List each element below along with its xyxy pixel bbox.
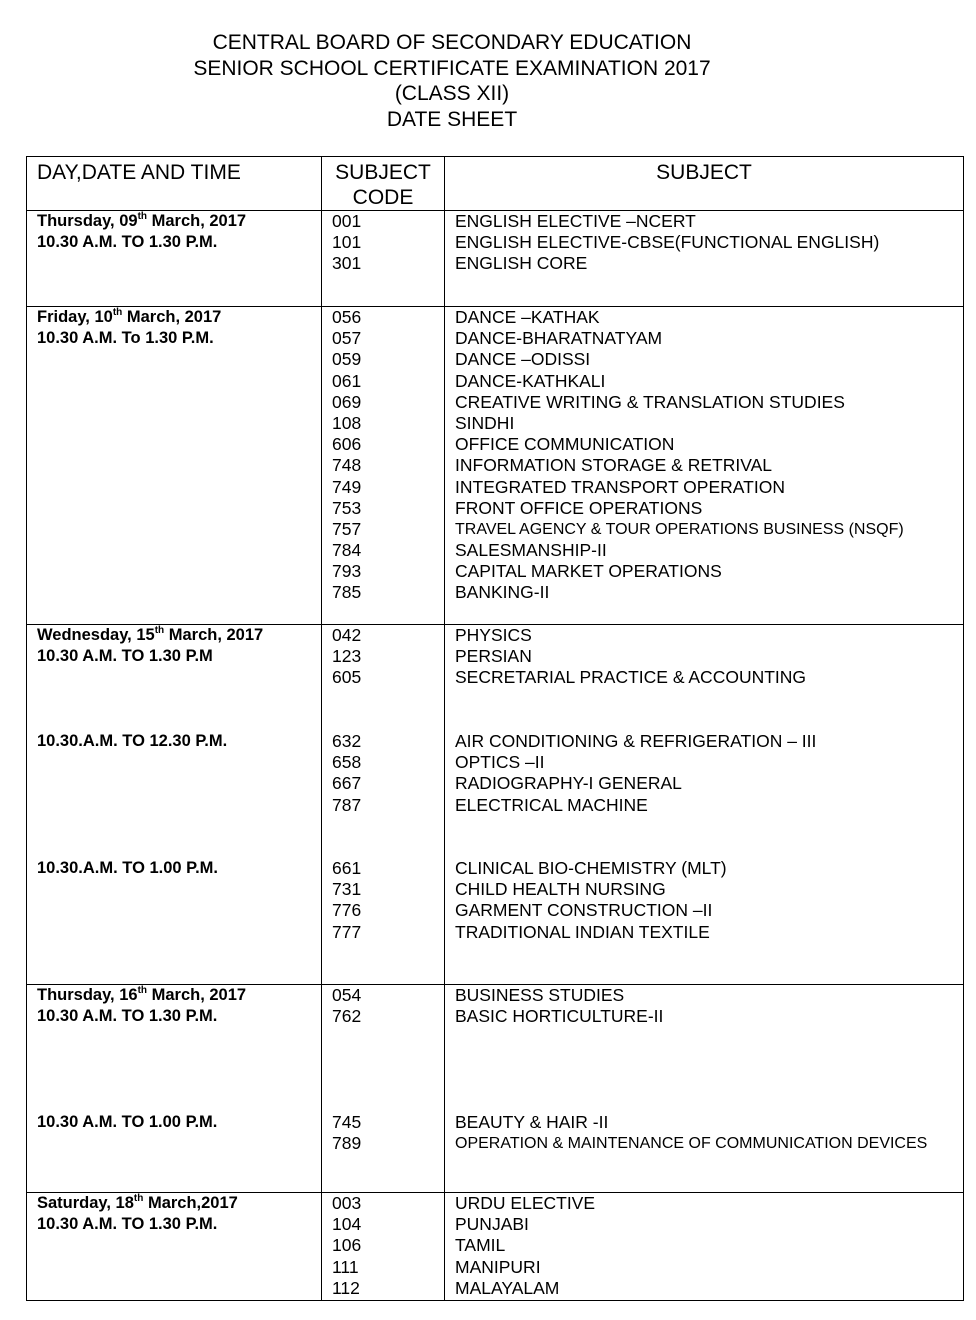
date-time-cell xyxy=(27,307,322,625)
subject-name: CLINICAL BIO-CHEMISTRY (MLT) xyxy=(455,858,727,879)
spacer xyxy=(37,1133,321,1154)
subject-name: OPTICS –II xyxy=(455,752,545,773)
exam-day-row xyxy=(27,211,964,307)
document-title: DATE SHEET xyxy=(386,107,518,131)
exam-date-text: Thursday, 09 xyxy=(37,212,138,230)
spacer xyxy=(332,1049,444,1070)
subject-name: SECRETARIAL PRACTICE & ACCOUNTING xyxy=(455,667,807,688)
spacer xyxy=(455,837,963,858)
spacer xyxy=(37,710,321,731)
spacer xyxy=(37,1049,321,1070)
subject-name: PUNJABI xyxy=(455,1214,529,1235)
subject-code: 104 xyxy=(332,1214,362,1235)
exam-time: 10.30 A.M. TO 1.30 P.M. xyxy=(37,1215,218,1234)
subject-code: 745 xyxy=(332,1112,362,1133)
spacer xyxy=(455,1049,963,1070)
subject-name-cell xyxy=(445,985,964,1193)
table-body xyxy=(27,211,964,1301)
subject-code: 762 xyxy=(332,1006,362,1027)
spacer xyxy=(332,1070,444,1091)
exam-time: 10.30.A.M. TO 12.30 P.M. xyxy=(37,731,228,750)
exam-date-suffix: th xyxy=(137,985,148,996)
subject-name: BASIC HORTICULTURE-II xyxy=(455,1006,664,1027)
spacer xyxy=(37,816,321,837)
spacer xyxy=(37,773,321,794)
subject-code: 731 xyxy=(332,879,362,900)
exam-date-text: Saturday, 18 xyxy=(37,1194,134,1212)
exam-time: 10.30 A.M. TO 1.30 P.M. xyxy=(37,1007,218,1026)
subject-code: 787 xyxy=(332,794,362,815)
subject-name: TRADITIONAL INDIAN TEXTILE xyxy=(455,921,710,942)
spacer xyxy=(332,1027,444,1048)
subject-code: 753 xyxy=(332,497,362,518)
exam-time: 10.30 A.M. TO 1.30 P.M. xyxy=(37,233,218,252)
exam-date-month: March, 2017 xyxy=(164,626,264,644)
spacer xyxy=(37,349,321,370)
spacer xyxy=(37,879,321,900)
spacer xyxy=(332,689,444,710)
subject-code: 003 xyxy=(332,1193,362,1213)
subject-name: BEAUTY & HAIR -II xyxy=(455,1112,609,1133)
exam-day-row xyxy=(27,1193,964,1301)
exam-time: 10.30 A.M. TO 1.00 P.M. xyxy=(37,1113,218,1132)
subject-name: MALAYALAM xyxy=(455,1277,560,1298)
subject-name: DANCE –ODISSI xyxy=(455,349,591,370)
column-header-subject: SUBJECT xyxy=(445,157,964,211)
spacer xyxy=(37,1235,321,1256)
subject-name: BUSINESS STUDIES xyxy=(455,985,625,1005)
subject-name: TRAVEL AGENCY & TOUR OPERATIONS BUSINESS (NSQF) xyxy=(455,520,904,538)
spacer xyxy=(332,837,444,858)
subject-name: ENGLISH ELECTIVE-CBSE(FUNCTIONAL ENGLISH) xyxy=(455,232,880,253)
subject-code: 101 xyxy=(332,232,362,253)
subject-code: 059 xyxy=(332,349,362,370)
subject-name-cell xyxy=(445,625,964,985)
date-sheet-table xyxy=(26,156,964,1301)
subject-code: 749 xyxy=(332,476,362,497)
exam-day-row xyxy=(27,307,964,625)
subject-name: DANCE-KATHKALI xyxy=(455,370,606,391)
exam-date-text: Wednesday, 15 xyxy=(37,626,155,644)
subject-code: 108 xyxy=(332,412,362,433)
subject-code: 301 xyxy=(332,253,362,274)
subject-name: INFORMATION STORAGE & RETRIVAL xyxy=(455,455,772,476)
exam-date-suffix: th xyxy=(154,625,165,636)
subject-code: 061 xyxy=(332,370,362,391)
subject-code-cell xyxy=(322,211,445,307)
exam-date xyxy=(37,307,321,328)
subject-code: 777 xyxy=(332,921,362,942)
subject-name: GARMENT CONSTRUCTION –II xyxy=(455,900,713,921)
exam-date-month: March, 2017 xyxy=(122,308,222,326)
subject-name-cell xyxy=(445,307,964,625)
subject-name-cell xyxy=(445,211,964,307)
subject-name: URDU ELECTIVE xyxy=(455,1193,596,1213)
spacer xyxy=(332,1091,444,1112)
subject-name: MANIPURI xyxy=(455,1256,541,1277)
subject-code-cell xyxy=(322,307,445,625)
subject-name: ENGLISH ELECTIVE –NCERT xyxy=(455,211,696,231)
spacer xyxy=(37,498,321,519)
subject-name: SALESMANSHIP-II xyxy=(455,540,607,561)
spacer xyxy=(37,837,321,858)
exam-time: 10.30.A.M. TO 1.00 P.M. xyxy=(37,859,218,878)
exam-time: 10.30 A.M. To 1.30 P.M. xyxy=(37,329,214,348)
exam-date-month: March, 2017 xyxy=(147,212,247,230)
spacer xyxy=(332,710,444,731)
subject-code-cell xyxy=(322,1193,445,1301)
subject-code: 042 xyxy=(332,625,362,645)
subject-code: 785 xyxy=(332,582,362,603)
exam-date-suffix: th xyxy=(137,211,148,222)
subject-code: 001 xyxy=(332,211,362,231)
class-label: (CLASS XII) xyxy=(394,82,510,105)
subject-name: OFFICE COMMUNICATION xyxy=(455,434,675,455)
column-header-date: DAY,DATE AND TIME xyxy=(27,157,322,211)
column-header-code-line2: CODE xyxy=(352,186,414,209)
subject-code: 667 xyxy=(332,773,362,794)
exam-date xyxy=(37,211,321,232)
date-time-cell xyxy=(27,625,322,985)
subject-code: 748 xyxy=(332,455,362,476)
spacer xyxy=(37,413,321,434)
spacer xyxy=(37,1278,321,1299)
subject-name: ELECTRICAL MACHINE xyxy=(455,794,648,815)
spacer xyxy=(455,689,963,710)
spacer xyxy=(455,1027,963,1048)
subject-code: 658 xyxy=(332,752,362,773)
subject-name: FRONT OFFICE OPERATIONS xyxy=(455,497,703,518)
subject-code: 789 xyxy=(332,1133,362,1154)
subject-name-cell xyxy=(445,1193,964,1301)
subject-code: 776 xyxy=(332,900,362,921)
spacer xyxy=(455,710,963,731)
subject-name: INTEGRATED TRANSPORT OPERATION xyxy=(455,476,785,497)
subject-code-cell xyxy=(322,985,445,1193)
exam-time: 10.30 A.M. TO 1.30 P.M xyxy=(37,647,213,666)
date-time-cell xyxy=(27,1193,322,1301)
subject-name: BANKING-II xyxy=(455,582,550,603)
subject-name: SINDHI xyxy=(455,412,515,433)
document-header xyxy=(0,30,904,132)
column-header-code-line1: SUBJECT xyxy=(335,161,431,184)
date-time-cell xyxy=(27,985,322,1193)
subject-code: 793 xyxy=(332,561,362,582)
spacer xyxy=(37,477,321,498)
spacer xyxy=(37,1027,321,1048)
exam-name: SENIOR SCHOOL CERTIFICATE EXAMINATION 2017 xyxy=(193,56,711,80)
exam-date-suffix: th xyxy=(133,1193,144,1204)
spacer xyxy=(37,1257,321,1278)
spacer xyxy=(37,434,321,455)
board-name: CENTRAL BOARD OF SECONDARY EDUCATION xyxy=(212,31,692,54)
spacer xyxy=(37,667,321,688)
spacer xyxy=(37,1070,321,1091)
subject-code: 784 xyxy=(332,540,362,561)
spacer xyxy=(37,371,321,392)
subject-name: CHILD HEALTH NURSING xyxy=(455,879,666,900)
subject-name: CREATIVE WRITING & TRANSLATION STUDIES xyxy=(455,391,845,412)
spacer xyxy=(455,1070,963,1091)
spacer xyxy=(37,392,321,413)
spacer xyxy=(455,1091,963,1112)
spacer xyxy=(37,455,321,476)
spacer xyxy=(37,752,321,773)
subject-name: PERSIAN xyxy=(455,646,532,667)
subject-name: DANCE –KATHAK xyxy=(455,307,600,327)
exam-date xyxy=(37,985,321,1006)
exam-date-month: March,2017 xyxy=(143,1194,238,1212)
subject-code: 069 xyxy=(332,391,362,412)
subject-code: 123 xyxy=(332,646,362,667)
exam-date-suffix: th xyxy=(112,307,123,318)
spacer xyxy=(37,689,321,710)
spacer xyxy=(332,816,444,837)
subject-code: 605 xyxy=(332,667,362,688)
subject-name: ENGLISH CORE xyxy=(455,253,588,274)
exam-date-text: Friday, 10 xyxy=(37,308,113,326)
subject-name: CAPITAL MARKET OPERATIONS xyxy=(455,561,722,582)
subject-name: RADIOGRAPHY-I GENERAL xyxy=(455,773,682,794)
subject-code: 106 xyxy=(332,1235,362,1256)
subject-code: 054 xyxy=(332,985,362,1005)
subject-name: PHYSICS xyxy=(455,625,532,645)
spacer xyxy=(37,795,321,816)
exam-date-month: March, 2017 xyxy=(147,986,247,1004)
subject-name: AIR CONDITIONING & REFRIGERATION – III xyxy=(455,730,817,751)
subject-code: 606 xyxy=(332,434,362,455)
spacer xyxy=(37,582,321,603)
exam-day-row xyxy=(27,985,964,1193)
subject-name: DANCE-BHARATNATYAM xyxy=(455,328,663,349)
column-header-code xyxy=(322,157,445,211)
subject-code: 057 xyxy=(332,328,362,349)
subject-code: 056 xyxy=(332,307,362,327)
spacer xyxy=(37,922,321,943)
spacer xyxy=(37,253,321,274)
exam-date xyxy=(37,625,321,646)
spacer xyxy=(455,816,963,837)
spacer xyxy=(37,519,321,540)
date-time-cell xyxy=(27,211,322,307)
spacer xyxy=(37,540,321,561)
subject-code: 111 xyxy=(332,1256,359,1277)
subject-code: 632 xyxy=(332,730,362,751)
spacer xyxy=(37,561,321,582)
subject-code: 661 xyxy=(332,858,362,879)
exam-day-row xyxy=(27,625,964,985)
spacer xyxy=(37,900,321,921)
exam-date xyxy=(37,1193,321,1214)
subject-code-cell xyxy=(322,625,445,985)
exam-date-text: Thursday, 16 xyxy=(37,986,138,1004)
subject-name: TAMIL xyxy=(455,1235,506,1256)
table-header-row xyxy=(27,157,964,211)
subject-code: 757 xyxy=(332,518,362,539)
spacer xyxy=(37,1091,321,1112)
subject-code: 112 xyxy=(332,1277,360,1298)
subject-name: OPERATION & MAINTENANCE OF COMMUNICATION DEVICES xyxy=(455,1135,928,1153)
